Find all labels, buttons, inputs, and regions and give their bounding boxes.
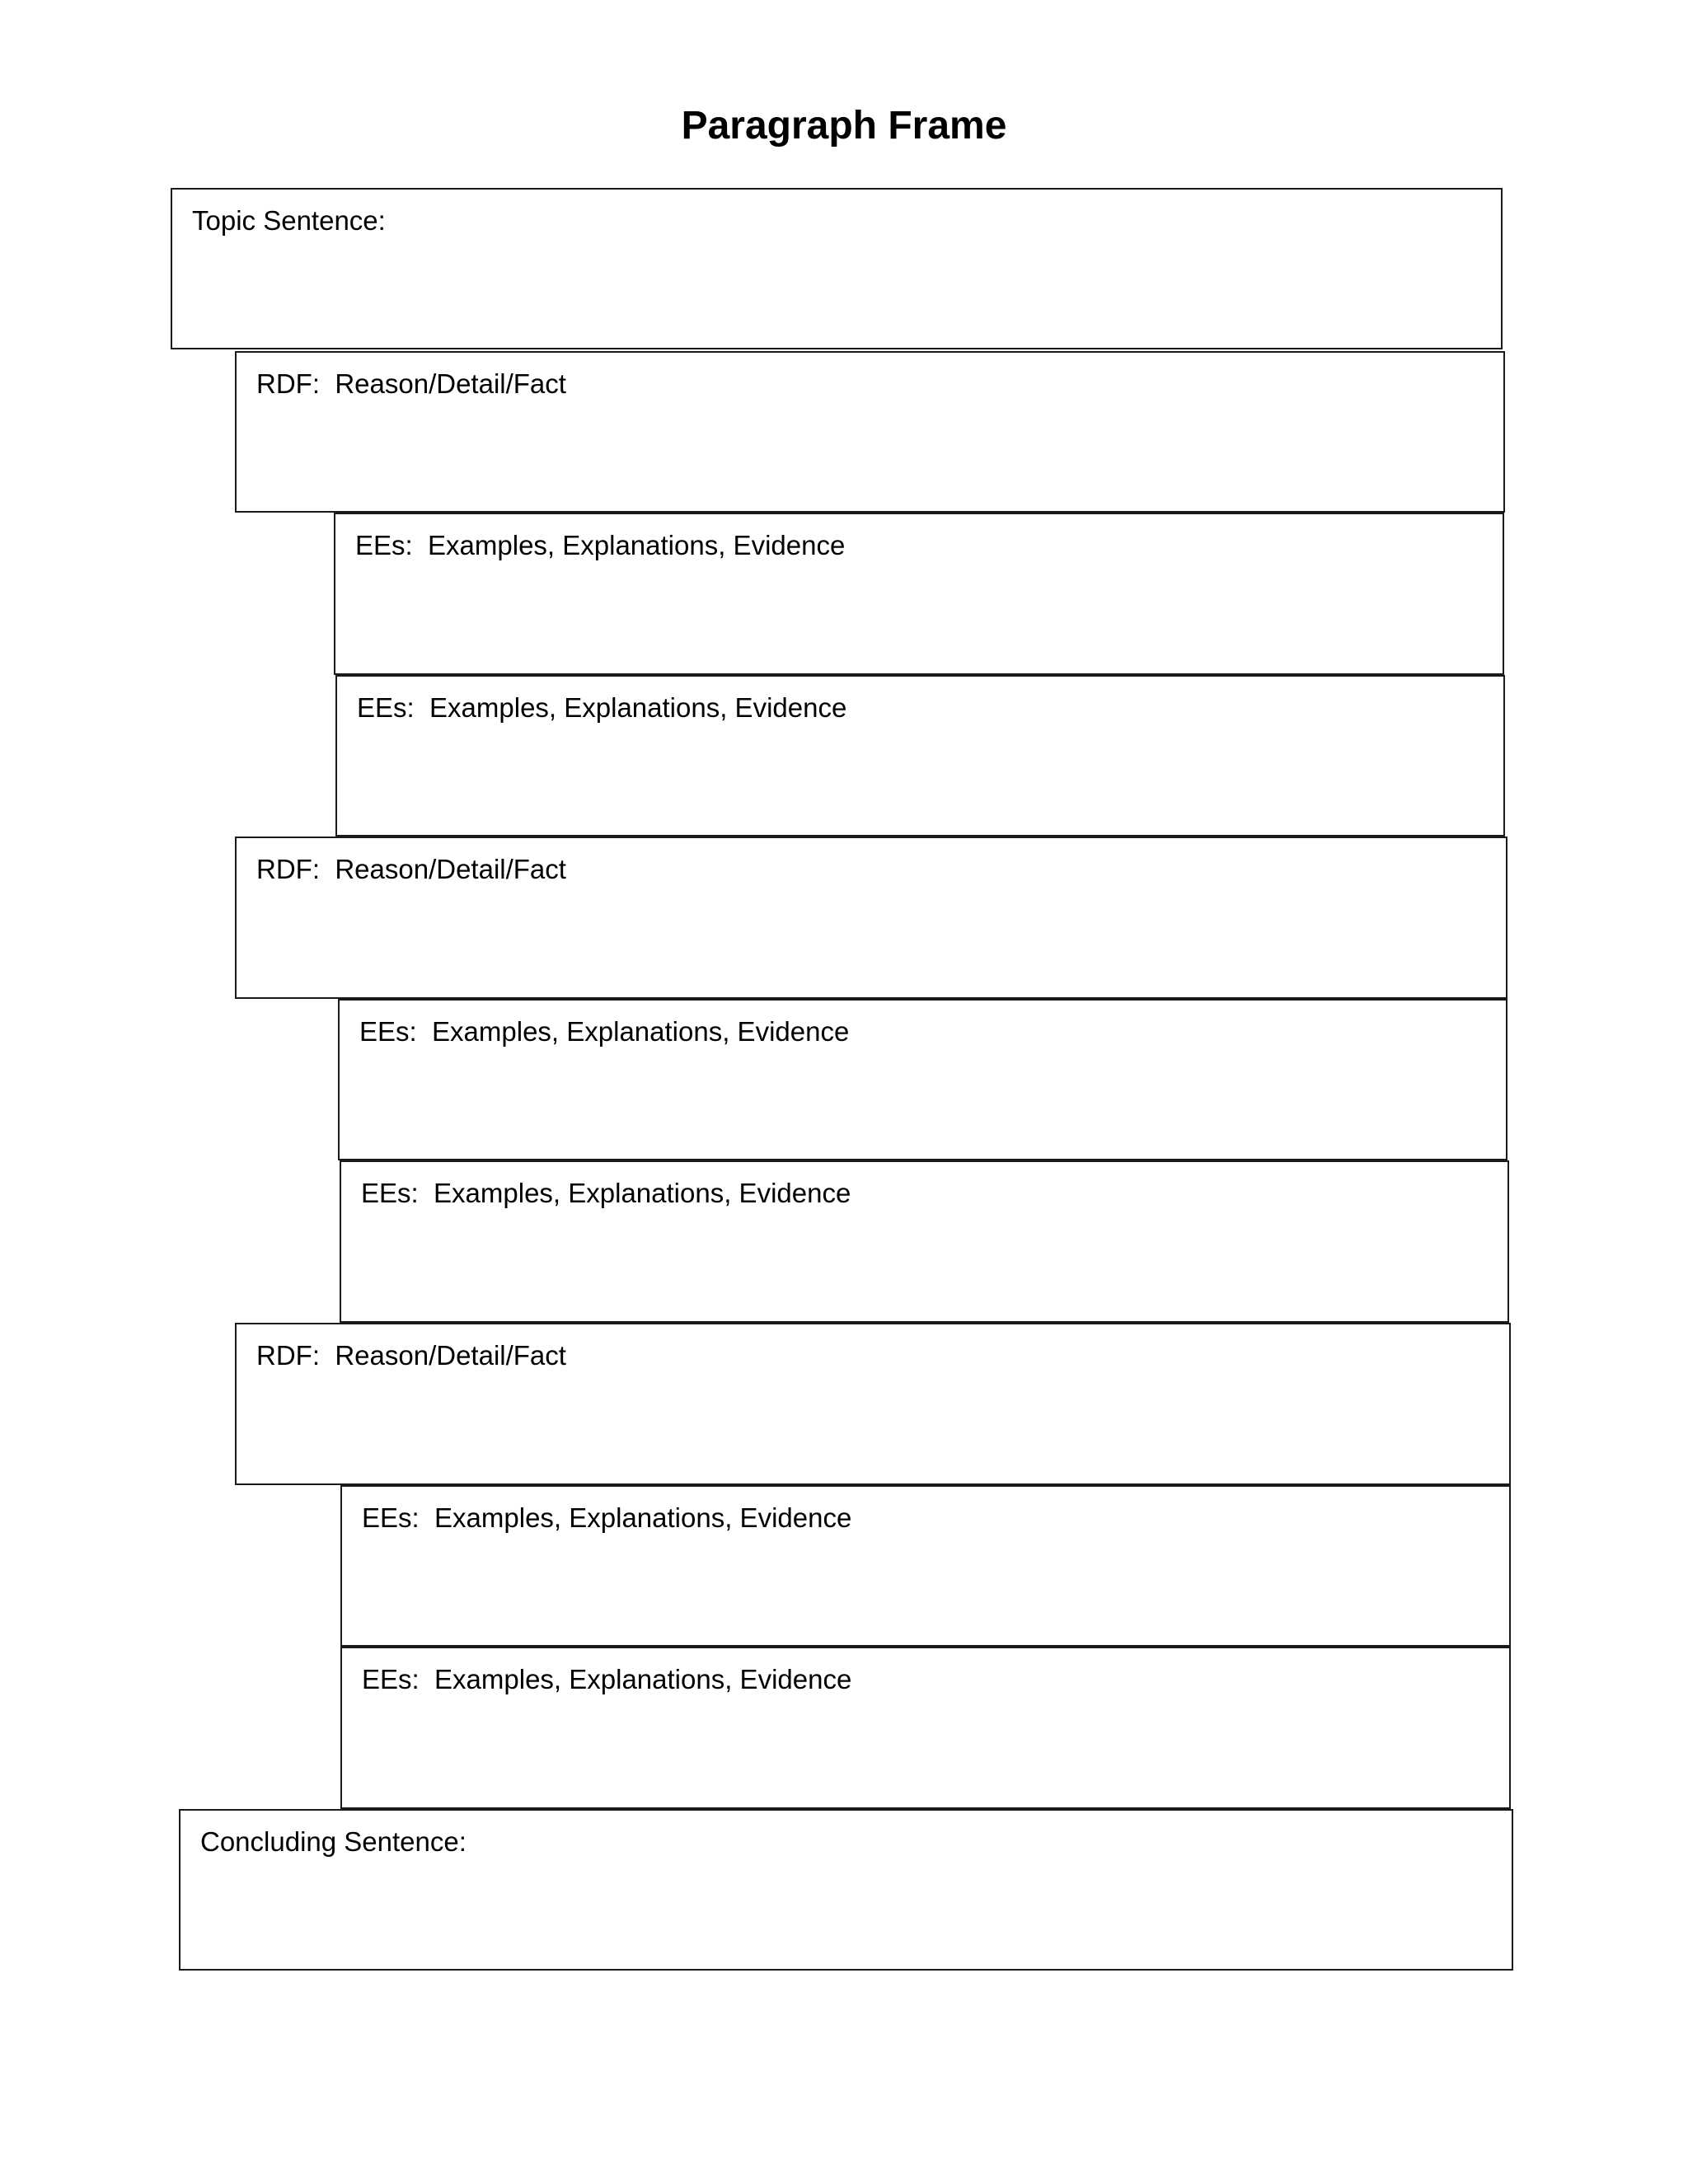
rdf-label: RDF: Reason/Detail/Fact xyxy=(256,368,566,399)
rdf-box-3[interactable] xyxy=(235,1323,1511,1485)
ee-label: EEs: Examples, Explanations, Evidence xyxy=(355,530,846,560)
ee-box-3a[interactable] xyxy=(340,1485,1511,1647)
rdf-label: RDF: Reason/Detail/Fact xyxy=(256,1340,566,1371)
ee-box-2b[interactable] xyxy=(340,1160,1509,1323)
ee-box-2a[interactable] xyxy=(338,999,1507,1160)
topic-sentence-label: Topic Sentence: xyxy=(192,205,386,236)
ee-label: EEs: Examples, Explanations, Evidence xyxy=(359,1016,850,1047)
topic-sentence-box[interactable] xyxy=(171,188,1503,349)
ee-box-3b[interactable] xyxy=(340,1647,1511,1809)
rdf-box-2[interactable] xyxy=(235,837,1507,999)
ee-label: EEs: Examples, Explanations, Evidence xyxy=(362,1502,852,1533)
ee-box-1b[interactable] xyxy=(335,675,1505,837)
ee-label: EEs: Examples, Explanations, Evidence xyxy=(361,1178,851,1208)
page-title: Paragraph Frame xyxy=(681,104,1007,148)
ee-box-1a[interactable] xyxy=(334,513,1504,675)
concluding-sentence-label: Concluding Sentence: xyxy=(200,1826,467,1857)
ee-label: EEs: Examples, Explanations, Evidence xyxy=(362,1664,852,1694)
concluding-sentence-box[interactable] xyxy=(179,1809,1513,1971)
rdf-box-1[interactable] xyxy=(235,351,1505,513)
rdf-label: RDF: Reason/Detail/Fact xyxy=(256,854,566,884)
ee-label: EEs: Examples, Explanations, Evidence xyxy=(357,692,847,723)
